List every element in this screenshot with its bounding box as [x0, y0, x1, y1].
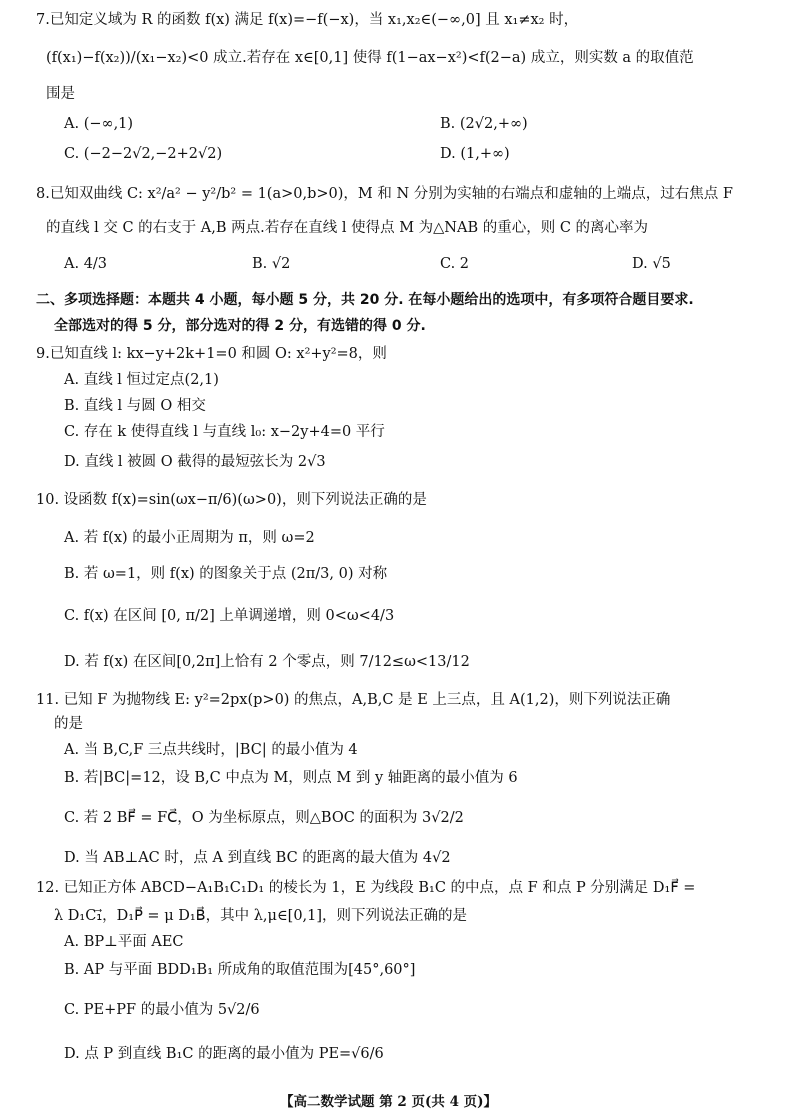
q10-option-a: A. 若 f(x) 的最小正周期为 π，则 ω=2	[64, 530, 315, 546]
q10-option-b: B. 若 ω=1，则 f(x) 的图象关于点 (2π/3, 0) 对称	[64, 566, 388, 582]
q8-option-c: C. 2	[440, 256, 470, 272]
q10-option-c: C. f(x) 在区间 [0, π/2] 上单调递增，则 0<ω<4/3	[64, 608, 395, 624]
q11-option-a: A. 当 B,C,F 三点共线时，|BC| 的最小值为 4	[64, 742, 358, 758]
q12-line1: 12. 已知正方体 ABCD−A₁B₁C₁D₁ 的棱长为 1，E 为线段 B₁C 的中点，点 F 和点 P 分别满足 D₁F⃗ =	[36, 880, 696, 896]
q11-option-b: B. 若|BC|=12，设 B,C 中点为 M，则点 M 到 y 轴距离的最小值为 6	[64, 770, 518, 786]
q9-option-d: D. 直线 l 被圆 O 截得的最短弦长为 2√3	[64, 454, 326, 470]
q10-option-d: D. 若 f(x) 在区间[0,2π]上恰有 2 个零点，则 7/12≤ω<13/12	[64, 654, 470, 670]
q9-option-a: A. 直线 l 恒过定点(2,1)	[64, 372, 219, 388]
q12-line2: λ D₁C₁⃗，D₁P⃗ = μ D₁B⃗，其中 λ,μ∈[0,1]，则下列说法正确的是	[54, 908, 468, 924]
q7-option-b: B. (2√2,+∞)	[440, 116, 528, 132]
q8-option-a: A. 4/3	[64, 256, 108, 272]
q7-line1: 7.已知定义域为 R 的函数 f(x) 满足 f(x)=−f(−x)，当 x₁,x₂∈(−∞,0] 且 x₁≠x₂ 时，	[36, 12, 579, 28]
q7-line2: (f(x₁)−f(x₂))/(x₁−x₂)<0 成立.若存在 x∈[0,1] 使得 f(1−ax−x²)<f(2−a) 成立，则实数 a 的取值范	[46, 50, 694, 66]
q11-option-d: D. 当 AB⊥AC 时，点 A 到直线 BC 的距离的最大值为 4√2	[64, 850, 451, 866]
page-footer: 【高二数学试题 第 2 页(共 4 页)】	[280, 1094, 498, 1110]
q12-option-c: C. PE+PF 的最小值为 5√2/6	[64, 1002, 260, 1018]
q8-option-b: B. √2	[252, 256, 291, 272]
q11-line2: 的是	[54, 716, 83, 732]
q11-option-c: C. 若 2 BF⃗ = FC⃗，O 为坐标原点，则△BOC 的面积为 3√2/2	[64, 810, 464, 826]
q8-option-d: D. √5	[632, 256, 671, 272]
section-2-line2: 全部选对的得 5 分，部分选对的得 2 分，有选错的得 0 分.	[54, 318, 426, 334]
q7-option-d: D. (1,+∞)	[440, 146, 510, 162]
q12-option-b: B. AP 与平面 BDD₁B₁ 所成角的取值范围为[45°,60°]	[64, 962, 416, 978]
q12-option-d: D. 点 P 到直线 B₁C 的距离的最小值为 PE=√6/6	[64, 1046, 384, 1062]
q9-stem: 9.已知直线 l: kx−y+2k+1=0 和圆 O: x²+y²=8，则	[36, 346, 387, 362]
q11-line1: 11. 已知 F 为抛物线 E: y²=2px(p>0) 的焦点，A,B,C 是 E 上三点，且 A(1,2)，则下列说法正确	[36, 692, 671, 708]
q9-option-c: C. 存在 k 使得直线 l 与直线 l₀: x−2y+4=0 平行	[64, 424, 385, 440]
q12-option-a: A. BP⊥平面 AEC	[64, 934, 184, 950]
q7-option-c: C. (−2−2√2,−2+2√2)	[64, 146, 223, 162]
q8-line2: 的直线 l 交 C 的右支于 A,B 两点.若存在直线 l 使得点 M 为△NAB 的重心，则 C 的离心率为	[46, 220, 649, 236]
q9-option-b: B. 直线 l 与圆 O 相交	[64, 398, 206, 414]
q7-option-a: A. (−∞,1)	[64, 116, 134, 132]
section-2-line1: 二、多项选择题：本题共 4 小题，每小题 5 分，共 20 分. 在每小题给出的选项中，有多项符合题目要求.	[36, 292, 694, 308]
q8-line1: 8.已知双曲线 C: x²/a² − y²/b² = 1(a>0,b>0)，M 和 N 分别为实轴的右端点和虚轴的上端点，过右焦点 F	[36, 186, 733, 202]
q7-line3: 围是	[46, 86, 75, 102]
q10-stem: 10. 设函数 f(x)=sin(ωx−π/6)(ω>0)，则下列说法正确的是	[36, 492, 427, 508]
